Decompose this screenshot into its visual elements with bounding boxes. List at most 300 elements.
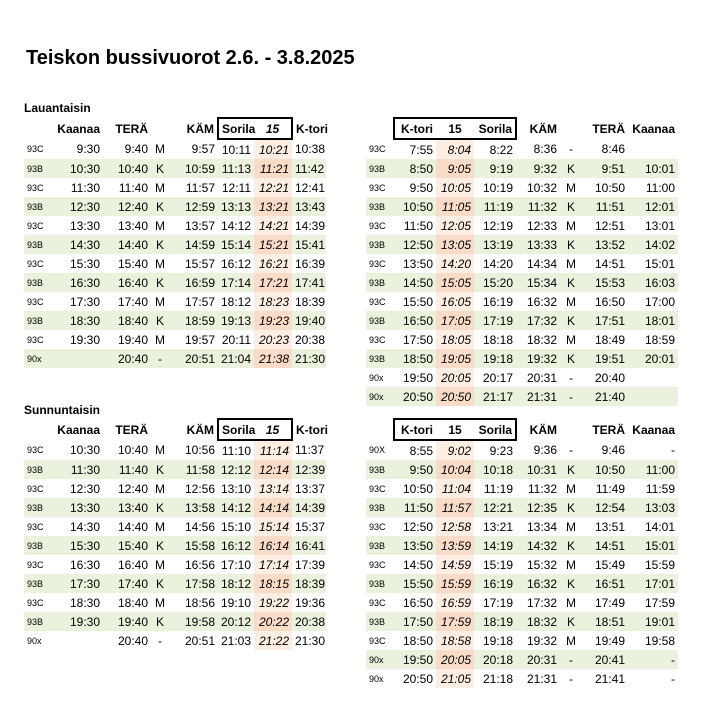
cell-k-tori: 15:41 [292,235,326,254]
cell-kam: 9:32 [516,159,560,178]
cell-tera: 17:49 [594,595,625,610]
column-header-via [151,118,169,139]
cell-k-tori: 13:43 [292,197,326,216]
cell-tera: 17:40 [117,294,148,309]
cell-stop-15: 11:57 [436,498,474,517]
cell-kam: 18:59 [169,311,218,330]
cell-kaanaa: 20:01 [628,349,678,368]
cell-sorila: 20:18 [474,650,516,669]
cell-sorila: 16:12 [218,536,254,555]
cell-route-code: 93C [27,445,44,455]
cell-kam: 17:32 [516,311,560,330]
cell-route-code: 93C [27,334,44,345]
cell-kaanaa: 19:58 [644,633,675,648]
table-row [24,330,326,349]
header-row [366,118,678,139]
cell-kam: 10:59 [169,159,218,178]
cell-k-tori: 13:50 [402,256,433,271]
cell-via: K [151,311,169,330]
table-row [366,311,678,330]
cell-k-tori: 20:50 [394,387,436,406]
cell-kaanaa: 18:30 [69,595,100,610]
cell-stop-15: 13:59 [436,536,474,555]
table-row [366,536,678,555]
table-row [366,139,678,159]
cell-k-tori: 14:39 [295,218,326,233]
cell-k-tori: 10:38 [295,142,326,156]
cell-stop-15: 17:14 [254,555,292,574]
cell-tera: 19:40 [117,332,148,347]
column-header-kaanaa: Kaanaa [57,422,100,437]
cell-via: M [566,633,576,648]
cell-stop-15: 13:05 [436,235,474,254]
column-header-k-tori: K-tori [296,422,328,437]
cell-tera: 17:40 [103,574,151,593]
cell-kam: 15:58 [169,536,218,555]
cell-stop-15: 18:23 [254,292,292,311]
column-header-kam: KÄM [529,121,557,136]
cell-tera: 12:54 [582,498,628,517]
cell-kaanaa: 10:30 [69,443,100,457]
table-row [24,273,326,292]
cell-via: K [151,498,169,517]
table-row [24,612,326,631]
cell-route-code: 93B [366,273,394,292]
cell-stop-15: 16:05 [436,292,474,311]
table-row [24,216,326,235]
cell-kam: 20:51 [184,633,215,648]
table-row [24,197,326,216]
cell-sorila: 19:18 [482,633,513,648]
table-row [24,235,326,254]
cell-sorila: 21:18 [482,671,513,686]
column-header-route-code [24,118,48,139]
cell-tera: 14:51 [582,536,628,555]
cell-route-code: 93B [366,612,394,631]
cell-kaanaa: 15:30 [48,536,103,555]
cell-via: - [569,443,573,457]
table-row [24,139,326,159]
column-header-k-tori: K-tori [394,419,436,440]
section-title-sunday: Sunnuntaisin [24,403,100,417]
column-header-stop-15: 15 [254,419,292,440]
timetable-saturday-outbound [24,117,326,368]
cell-sorila: 20:17 [482,370,513,385]
column-header-sorila: Sorila [218,419,254,440]
table-row [366,669,678,688]
cell-route-code: 93B [24,498,48,517]
cell-tera: 18:51 [582,612,628,631]
cell-kam: 15:57 [184,256,215,271]
column-header-kam: KÄM [186,121,214,136]
section-title-saturday: Lauantaisin [24,101,91,115]
cell-stop-15: 9:05 [436,159,474,178]
cell-kam: 13:58 [169,498,218,517]
cell-stop-15: 19:22 [254,593,292,612]
cell-kaanaa: 18:59 [644,332,675,347]
cell-via: - [560,387,582,406]
cell-via: K [151,460,169,479]
cell-tera: 9:40 [124,142,148,156]
cell-stop-15: 10:04 [436,460,474,479]
table-row [24,498,326,517]
column-header-k-tori: K-tori [296,121,328,136]
cell-kaanaa: 19:01 [628,612,678,631]
cell-via: K [151,273,169,292]
cell-route-code: 90x [369,673,384,684]
cell-kam: 19:32 [526,633,557,648]
cell-stop-15: 17:59 [436,612,474,631]
cell-sorila: 20:12 [218,612,254,631]
cell-stop-15: 19:05 [436,349,474,368]
cell-kam: 16:32 [516,574,560,593]
cell-stop-15: 14:14 [254,498,292,517]
cell-tera: 18:40 [103,311,151,330]
table-row [366,330,678,349]
cell-kam: 14:56 [184,519,215,534]
cell-kaanaa: - [671,443,675,457]
cell-stop-15: 12:21 [254,178,292,197]
cell-via: M [566,294,576,309]
cell-sorila: 9:19 [474,159,516,178]
table-row [24,440,326,460]
cell-route-code: 93B [366,349,394,368]
cell-via: K [151,235,169,254]
cell-kaanaa: 14:30 [69,519,100,534]
cell-kam: 17:32 [526,595,557,610]
cell-sorila: 16:12 [221,256,252,271]
cell-via: M [155,294,165,309]
cell-sorila: 19:18 [474,349,516,368]
cell-stop-15: 16:14 [254,536,292,555]
column-header-via [151,419,169,440]
cell-k-tori: 10:50 [394,197,436,216]
cell-kaanaa: 11:00 [628,460,678,479]
cell-k-tori: 18:39 [292,574,326,593]
column-header-tera: TERÄ [592,422,625,437]
cell-kaanaa [628,368,678,387]
cell-kaanaa: 12:01 [628,197,678,216]
cell-route-code: 93B [24,311,48,330]
column-header-tera: TERÄ [115,422,148,437]
cell-kam: 12:35 [516,498,560,517]
cell-tera: 8:46 [601,142,625,156]
cell-kam: 10:56 [184,443,215,457]
column-header-kaanaa: Kaanaa [57,121,100,136]
cell-tera: 10:50 [594,180,625,195]
cell-tera: 14:40 [103,235,151,254]
cell-k-tori: 10:50 [402,481,433,496]
cell-tera: 20:40 [117,633,148,648]
cell-kaanaa: 17:30 [48,574,103,593]
column-header-stop-15: 15 [436,419,474,440]
cell-k-tori: 17:50 [394,612,436,631]
cell-sorila: 12:19 [482,218,513,233]
cell-via: M [155,142,165,156]
cell-kaanaa [628,387,678,406]
cell-kaanaa: 11:59 [645,481,675,496]
table-row [366,574,678,593]
cell-route-code: 93B [24,197,48,216]
cell-kaanaa: 15:59 [644,557,675,572]
cell-route-code: 93B [366,159,394,178]
cell-k-tori: 12:50 [394,235,436,254]
header-row [24,419,326,440]
cell-k-tori: 18:50 [402,633,433,648]
column-header-tera: TERÄ [115,121,148,136]
table-row [366,273,678,292]
cell-kam: 17:58 [169,574,218,593]
cell-k-tori: 15:37 [295,519,326,534]
cell-tera: 15:49 [594,557,625,572]
cell-route-code: 93C [369,521,386,532]
cell-kaanaa: 12:30 [69,481,100,496]
cell-route-code: 93C [369,220,386,231]
cell-tera: 19:40 [103,612,151,631]
cell-stop-15: 12:58 [436,517,474,536]
cell-stop-15: 12:14 [254,460,292,479]
cell-k-tori: 9:50 [409,180,433,195]
cell-via: K [560,273,582,292]
cell-via: M [566,256,576,271]
cell-sorila: 21:17 [474,387,516,406]
cell-stop-15: 20:05 [436,368,474,387]
column-header-k-tori: K-tori [394,118,436,139]
cell-route-code: 93B [366,460,394,479]
cell-stop-15: 13:21 [254,197,292,216]
cell-sorila: 18:12 [218,574,254,593]
cell-stop-15: 10:05 [436,178,474,197]
cell-sorila: 10:18 [474,460,516,479]
cell-via: M [566,218,576,233]
cell-kam: 18:32 [516,612,560,631]
cell-sorila: 17:14 [218,273,254,292]
cell-tera: 12:51 [594,218,625,233]
cell-tera: 14:51 [594,256,625,271]
cell-route-code: 93B [366,574,394,593]
cell-via: M [155,595,165,610]
cell-kam: 15:32 [526,557,557,572]
table-row [366,517,678,536]
cell-kaanaa: 13:30 [48,498,103,517]
table-row [24,311,326,330]
cell-kaanaa: 12:30 [48,197,103,216]
cell-stop-15: 16:59 [436,593,474,612]
cell-kam: 20:31 [526,370,557,385]
cell-route-code: 90x [366,387,394,406]
cell-via: M [155,332,165,347]
cell-route-code: 93B [366,311,394,330]
cell-sorila: 17:19 [482,595,513,610]
cell-kaanaa: 14:30 [48,235,103,254]
cell-tera: 19:49 [594,633,625,648]
cell-k-tori: 16:50 [394,311,436,330]
cell-tera: 16:40 [103,273,151,292]
cell-k-tori: 21:30 [292,349,326,368]
cell-kam: 19:57 [184,332,215,347]
column-header-kaanaa: Kaanaa [632,422,675,437]
cell-sorila: 13:13 [218,197,254,216]
cell-route-code: 93C [369,483,386,494]
cell-route-code: 93B [24,159,48,178]
cell-sorila: 11:13 [218,159,254,178]
cell-route-code: 93C [27,182,44,193]
column-header-route-code [366,419,394,440]
table-row [24,631,326,650]
cell-stop-15: 21:38 [254,349,292,368]
cell-route-code: 93C [27,144,44,154]
cell-stop-15: 20:22 [254,612,292,631]
cell-route-code: 90x [369,372,384,383]
cell-route-code: 93B [366,498,394,517]
table-row [366,178,678,197]
cell-route-code: 93C [369,635,386,646]
cell-route-code: 93C [369,597,386,608]
cell-k-tori: 20:38 [292,612,326,631]
cell-kaanaa: 9:30 [76,142,100,156]
cell-stop-15: 16:21 [254,254,292,273]
cell-kaanaa: 14:01 [644,519,675,534]
cell-via: - [151,349,169,368]
cell-stop-15: 14:21 [254,216,292,235]
cell-kam: 14:59 [169,235,218,254]
cell-k-tori: 19:50 [394,650,436,669]
cell-stop-15: 20:05 [436,650,474,669]
cell-kam: 16:56 [184,557,215,572]
cell-sorila: 8:22 [489,142,513,157]
cell-route-code: 90x [24,349,48,368]
cell-tera: 18:49 [594,332,625,347]
cell-tera: 10:40 [103,159,151,178]
cell-tera: 10:40 [117,443,148,457]
table-row [366,460,678,479]
cell-via: K [151,197,169,216]
cell-kam: 21:31 [526,671,557,686]
column-header-route-code [24,419,48,440]
column-header-kam: KÄM [529,422,557,437]
cell-stop-15: 15:14 [254,517,292,536]
cell-sorila: 12:12 [218,460,254,479]
cell-tera: 21:40 [582,387,628,406]
cell-tera: 13:40 [117,218,148,233]
cell-via: M [566,519,576,534]
cell-kam: 21:31 [516,387,560,406]
cell-route-code: 93B [24,235,48,254]
cell-via: K [151,536,169,555]
cell-stop-15: 13:14 [254,479,292,498]
page-title: Teiskon bussivuorot 2.6. - 3.8.2025 [26,47,355,69]
cell-sorila: 10:11 [221,142,251,157]
cell-k-tori: 17:39 [295,557,326,572]
cell-sorila: 18:12 [221,294,252,309]
cell-via: - [569,671,573,686]
cell-k-tori: 15:50 [394,574,436,593]
cell-kam: 20:31 [516,650,560,669]
cell-sorila: 15:20 [474,273,516,292]
cell-k-tori: 14:39 [292,498,326,517]
column-header-stop-15: 15 [436,118,474,139]
cell-via: K [151,574,169,593]
header-row [24,118,326,139]
cell-sorila: 15:19 [482,557,513,572]
cell-kam: 9:57 [191,142,215,156]
cell-kaanaa: 10:01 [628,159,678,178]
table-row [366,650,678,669]
cell-via: K [560,349,582,368]
cell-via: K [560,612,582,631]
cell-k-tori: 19:40 [292,311,326,330]
cell-tera: 15:40 [103,536,151,555]
column-header-kam: KÄM [186,422,214,437]
cell-kaanaa: 10:30 [48,159,103,178]
cell-stop-15: 18:15 [254,574,292,593]
cell-via: M [566,332,576,347]
cell-kam: 16:59 [169,273,218,292]
cell-stop-15: 15:59 [436,574,474,593]
table-row [366,368,678,387]
timetable-sunday-outbound [24,418,326,650]
cell-kam: 17:57 [184,294,215,309]
cell-route-code: 93B [24,536,48,555]
cell-sorila: 13:10 [221,481,252,496]
table-row [366,254,678,273]
cell-sorila: 14:12 [221,218,252,233]
table-row [24,460,326,479]
cell-sorila: 19:13 [218,311,254,330]
cell-stop-15: 14:20 [436,254,474,273]
cell-route-code: 90x [27,635,42,646]
cell-k-tori: 21:30 [295,633,326,648]
cell-kaanaa: 17:01 [628,574,678,593]
cell-route-code: 90x [366,650,394,669]
cell-kam: 11:58 [169,460,218,479]
cell-k-tori: 16:50 [402,595,433,610]
cell-k-tori: 13:37 [295,481,326,496]
cell-via: - [569,370,573,385]
cell-kaanaa: 11:30 [70,180,100,195]
cell-via: M [155,557,165,572]
cell-route-code: 93C [369,334,386,345]
cell-k-tori: 16:39 [295,256,326,271]
column-header-sorila: Sorila [218,118,254,139]
cell-kaanaa: 11:00 [645,180,675,195]
cell-kam: 10:31 [516,460,560,479]
table-row [24,159,326,178]
cell-via: K [560,235,582,254]
cell-sorila: 21:04 [218,349,254,368]
table-row [366,387,678,406]
cell-via: M [566,180,576,195]
table-row [24,479,326,498]
cell-via: K [560,159,582,178]
cell-kaanaa: 14:02 [628,235,678,254]
cell-kam: 14:32 [516,536,560,555]
header-row [366,419,678,440]
cell-kam: 13:57 [184,218,215,233]
cell-route-code: 93B [24,273,48,292]
cell-sorila: 14:20 [482,256,513,271]
cell-k-tori: 20:38 [295,332,326,347]
cell-k-tori: 18:50 [394,349,436,368]
column-header-kaanaa: Kaanaa [632,121,675,136]
cell-tera: 9:51 [582,159,628,178]
table-row [24,555,326,574]
cell-kaanaa: 15:30 [69,256,100,271]
cell-via: K [560,197,582,216]
cell-via: M [155,443,165,457]
cell-tera: 11:51 [582,197,628,216]
cell-stop-15: 14:59 [436,555,474,574]
